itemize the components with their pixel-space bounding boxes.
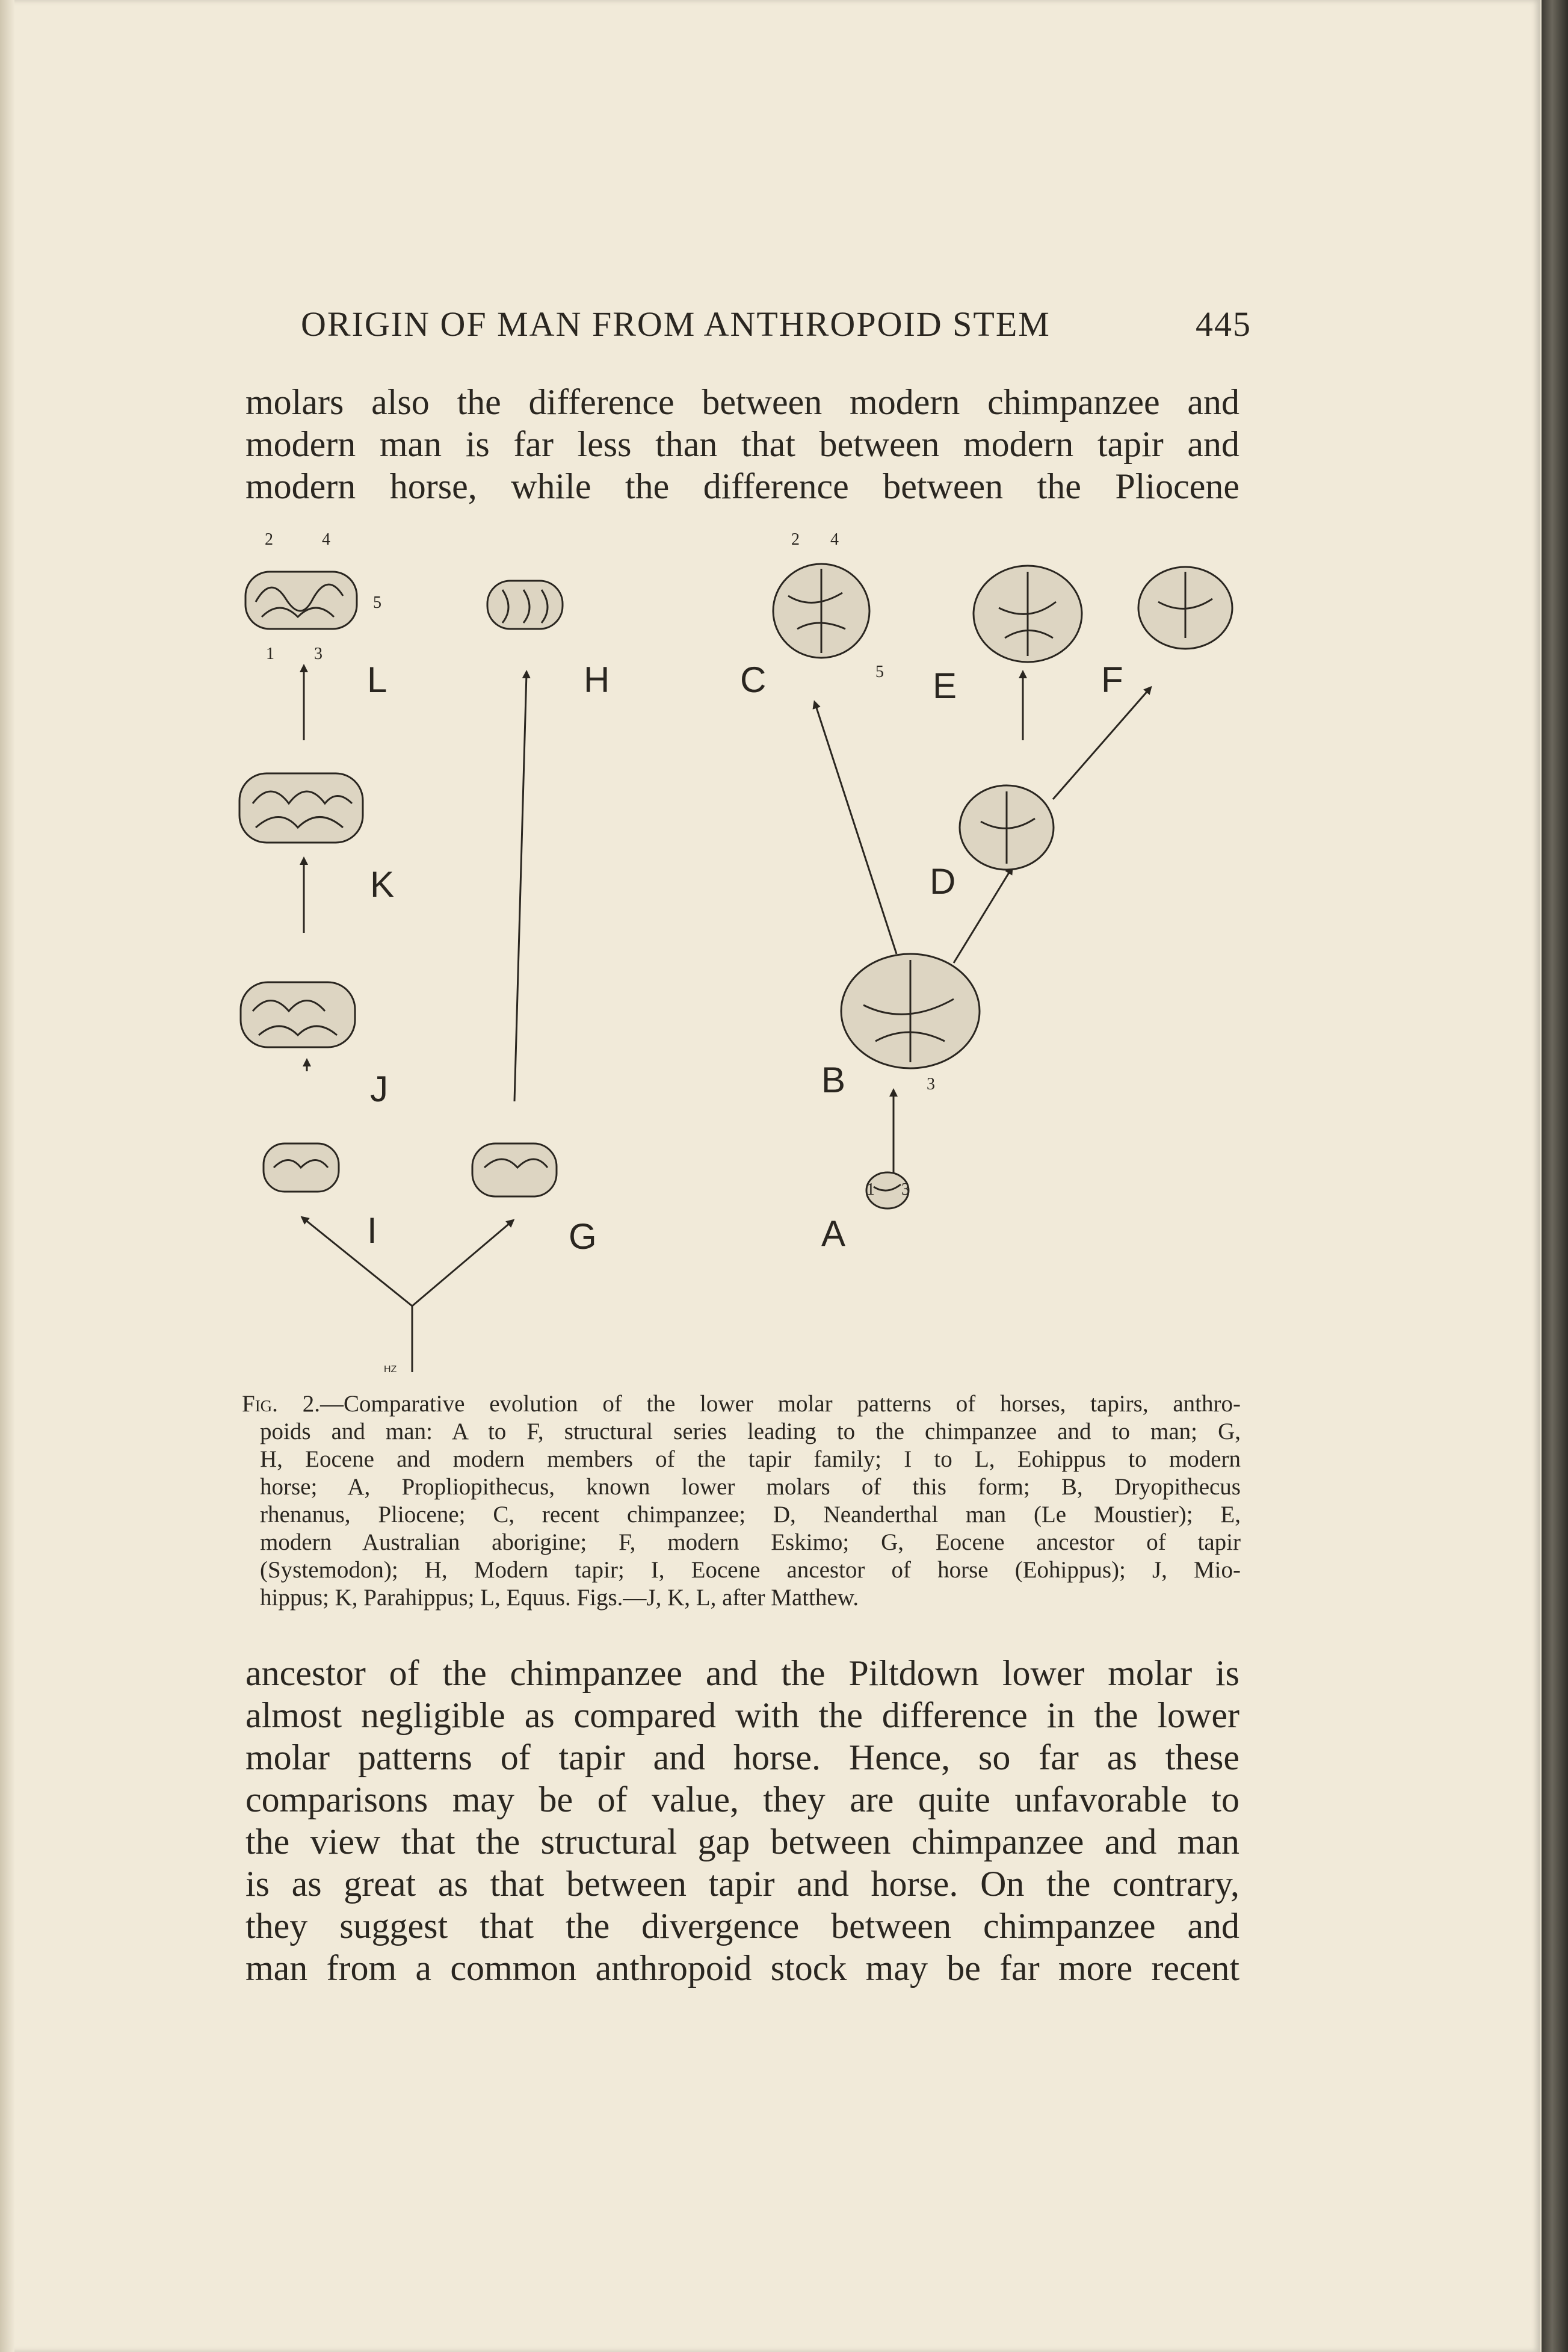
molar-i <box>264 1144 339 1192</box>
label-h: H <box>584 660 610 700</box>
artist-initials: HZ <box>384 1364 397 1375</box>
caption-line: horse; A, Propliopithecus, known lower molars of this form; B, Dryopithecus <box>260 1474 1241 1500</box>
cusp-number: 2 <box>265 530 273 549</box>
molar-l <box>245 572 357 629</box>
label-d: D <box>930 861 956 902</box>
arrow-b-to-c <box>815 704 897 954</box>
cusp-number: 1 <box>266 645 274 663</box>
paragraph-bottom <box>245 1652 1239 1989</box>
cusp-number: 2 <box>791 530 800 549</box>
text-line: the view that the structural gap between chimpanzee and man <box>245 1822 1239 1861</box>
label-e: E <box>933 666 957 706</box>
cusp-number: 3 <box>314 645 323 663</box>
page-edge <box>1542 0 1568 2352</box>
cusp-number: 5 <box>875 663 884 681</box>
molar-h <box>487 581 563 629</box>
caption-line: poids and man: A to F, structural series leading to the chimpanzee and to man; G, <box>260 1419 1241 1444</box>
arrow-g-to-h <box>514 674 526 1101</box>
label-l: L <box>367 660 387 700</box>
cusp-number: 5 <box>373 593 381 612</box>
label-c: C <box>740 660 767 700</box>
molar-evolution-figure <box>229 518 1264 1378</box>
text-line: modern horse, while the difference between the Pliocene <box>245 466 1239 506</box>
text-line: they suggest that the divergence between chimpanzee and <box>245 1906 1239 1946</box>
label-a: A <box>821 1213 846 1254</box>
paragraph-top <box>245 381 1239 507</box>
cusp-number: 4 <box>322 530 330 549</box>
label-f: F <box>1101 660 1123 700</box>
running-title: ORIGIN OF MAN FROM ANTHROPOID STEM <box>301 305 1051 344</box>
label-k: K <box>370 864 395 905</box>
text-line: comparisons may be of value, they are quite unfavorable to <box>245 1780 1239 1819</box>
text-line: almost negligible as compared with the difference in the lower <box>245 1695 1239 1735</box>
figure-caption <box>242 1390 1241 1612</box>
text-line: modern man is far less than that between modern tapir and <box>245 424 1239 464</box>
cusp-number: 1 <box>866 1180 875 1199</box>
figure-label: Fig. 2. <box>242 1391 320 1417</box>
text-line: is as great as that between tapir and horse. On the contrary, <box>245 1864 1239 1904</box>
page-number: 445 <box>1196 305 1252 344</box>
label-g: G <box>569 1216 597 1257</box>
label-b: B <box>821 1060 846 1100</box>
caption-line: Fig. 2.—Comparative evolution of the lower molar patterns of horses, tapirs, anthro- <box>242 1391 1241 1417</box>
molar-f <box>1138 567 1232 649</box>
text-line: molar patterns of tapir and horse. Hence, so far as these <box>245 1738 1239 1777</box>
label-i: I <box>367 1210 377 1251</box>
arrow-d-to-f <box>1053 689 1149 799</box>
molar-d <box>960 785 1054 870</box>
arrow-stem-to-g <box>412 1222 511 1306</box>
molar-j <box>241 982 355 1047</box>
page-gutter <box>0 0 14 2352</box>
cusp-number: 3 <box>901 1180 910 1199</box>
molar-g <box>472 1144 557 1196</box>
text-line: ancestor of the chimpanzee and the Piltdown lower molar is <box>245 1653 1239 1693</box>
cusp-number: 3 <box>927 1075 935 1094</box>
caption-line: (Systemodon); H, Modern tapir; I, Eocene ancestor of horse (Eohippus); J, Mio- <box>260 1557 1241 1583</box>
molar-c <box>773 564 869 658</box>
molar-k <box>239 773 363 843</box>
arrow-stem-to-i <box>304 1219 412 1306</box>
arrow-b-to-d <box>954 870 1011 963</box>
label-j: J <box>370 1069 388 1109</box>
caption-line: hippus; K, Parahippus; L, Equus. Figs.—J, K, L, after Matthew. <box>260 1585 859 1611</box>
cusp-number: 4 <box>830 530 839 549</box>
text-line: molars also the difference between modern chimpanzee and <box>245 382 1239 422</box>
caption-line: modern Australian aborigine; F, modern Eskimo; G, Eocene ancestor of tapir <box>260 1529 1241 1555</box>
caption-line: H, Eocene and modern members of the tapir family; I to L, Eohippus to modern <box>260 1446 1241 1472</box>
molar-e <box>974 566 1082 662</box>
caption-line: rhenanus, Pliocene; C, recent chimpanzee; D, Neanderthal man (Le Moustier); E, <box>260 1502 1241 1527</box>
molar-b <box>841 954 980 1068</box>
text-line: man from a common anthropoid stock may be far more recent <box>245 1948 1239 1988</box>
